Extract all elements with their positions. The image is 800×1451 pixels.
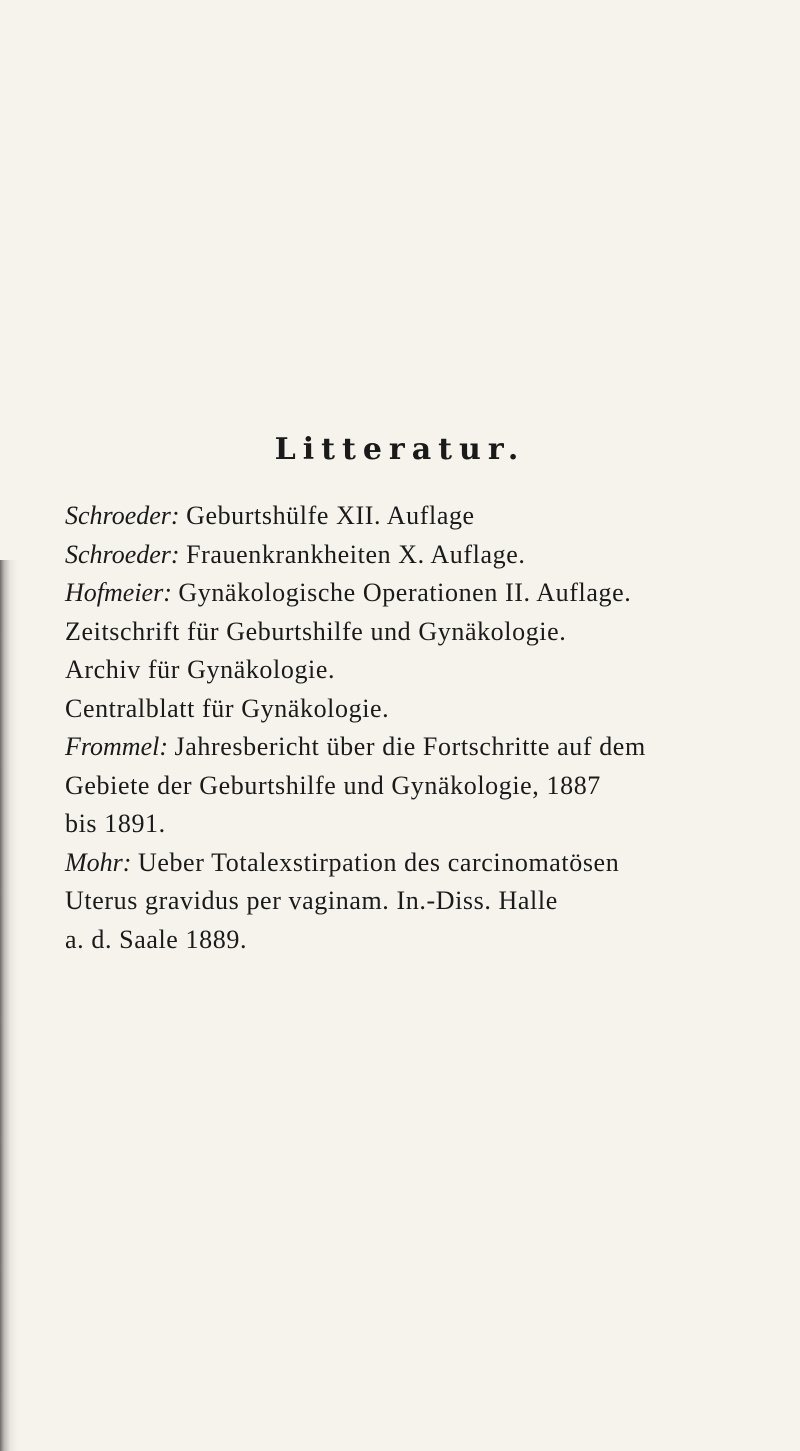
reference-entry [65, 844, 765, 960]
reference-title: Gynäkologische Operationen II. Auflage. [178, 578, 632, 607]
reference-title-line: Uterus gravidus per vaginam. In.-Diss. Halle [65, 886, 558, 915]
reference-entry [65, 651, 765, 690]
reference-entry [65, 536, 765, 575]
reference-author: Hofmeier: [65, 578, 172, 607]
reference-title-line: Gebiete der Geburtshilfe und Gynäkologie, 1887 [65, 770, 601, 800]
reference-entry [65, 497, 765, 536]
reference-list [65, 497, 765, 959]
reference-author: Schroeder: [65, 501, 180, 530]
reference-entry [65, 613, 765, 652]
reference-title: Zeitschrift für Geburtshilfe und Gynäkologie. [65, 616, 567, 646]
binding-shadow [0, 560, 18, 1451]
reference-title-line: Ueber Totalexstirpation des carcinomatösen [137, 847, 620, 877]
reference-author: Frommel: [65, 732, 169, 761]
reference-entry [65, 574, 765, 613]
reference-title: Archiv für Gynäkologie. [65, 655, 336, 684]
reference-title: Centralblatt für Gynäkologie. [65, 693, 390, 723]
reference-author: Schroeder: [65, 539, 180, 569]
reference-entry [65, 690, 765, 729]
reference-entry [65, 728, 765, 844]
reference-title: Frauenkrankheiten X. Auflage. [186, 539, 526, 569]
reference-title-line: a. d. Saale 1889. [65, 924, 248, 954]
reference-title: Geburtshülfe XII. Auflage [186, 501, 475, 530]
page-heading: Litteratur. [274, 432, 526, 467]
reference-title-line: bis 1891. [65, 809, 166, 838]
reference-title-line: Jahresbericht über die Fortschritte auf dem [174, 732, 646, 761]
reference-author: Mohr: [65, 847, 132, 877]
